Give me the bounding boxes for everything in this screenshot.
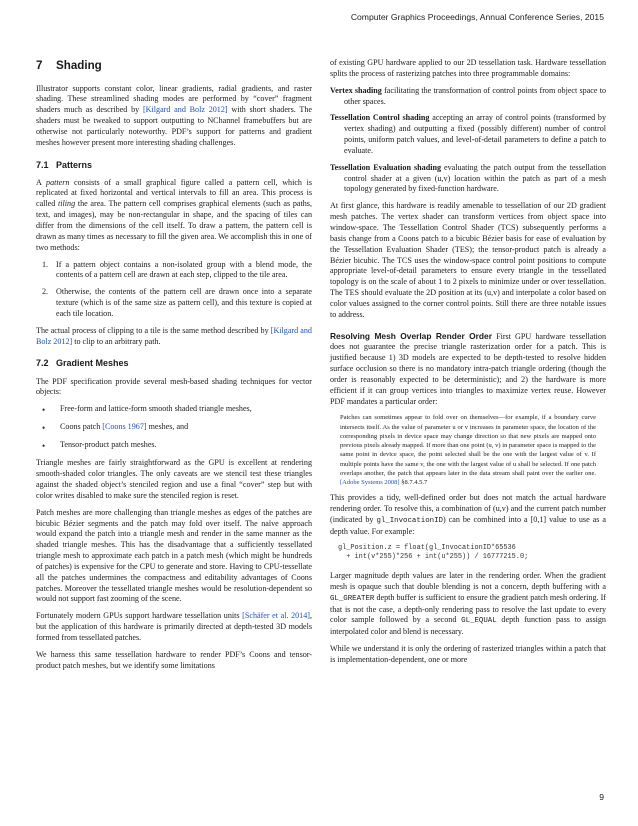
bullet-icon: • — [42, 423, 46, 434]
subsection-number: 7.1 — [36, 159, 49, 170]
list-item: • Free-form and lattice-form smooth shaded triangle meshes, — [36, 404, 312, 416]
paragraph: The PDF specification provide several mesh-based shading techniques for vector objects: — [36, 376, 312, 397]
subsection-heading-patterns — [36, 159, 312, 171]
paragraph: of existing GPU hardware applied to our 2D tessellation task. Hardware tessellation splits the process of rasterizing patches into three programmable domains: — [330, 58, 606, 78]
paragraph: Resolving Mesh Overlap Render Order First GPU hardware tessellation does not guarantee the precise triangle rasterization order for a patch. This is justified because 1) 3D models are expected to be depth-tested to resolve hidden surface occlusion so there is no mandatory intra-patch triangle ordering (though the order is reasonably expected to be deterministic); and 2) the hardware is more efficient if it can group vertices into triangles to maximize vertex reuse. However PDF mandates a particular order: — [330, 330, 606, 406]
shader-item-tes: Tessellation Evaluation shading evaluating the patch output from the tessellation control shader at a given (u,v) location within the patch as part of a mesh topology generated by fixed-function hardware. — [330, 162, 606, 194]
right-column — [330, 58, 606, 672]
citation-link[interactable]: [Coons 1967] — [102, 422, 147, 432]
subsection-title: Gradient Meshes — [56, 358, 129, 369]
paragraph: A pattern consists of a small graphical figure called a pattern cell, which is replicated at fixed horizontal and vertical intervals to fill an area. This process is called tiling the area. The pattern cell comprises graphical elements (such as paths, text, and images), may be non-rectangular in shape, and the spacing of tiles can differ from the dimensions of the cell itself. To draw a pattern, the pattern cell is drawn as many times as necessary to fill the given area. We accomplish this in one of two methods: — [36, 177, 312, 252]
list-item: • Tensor-product patch meshes. — [36, 440, 312, 452]
subsection-number: 7.2 — [36, 358, 49, 369]
numbered-list — [36, 260, 312, 320]
paragraph: Triangle meshes are fairly straightforward as the GPU is excellent at rendering smooth-shaded color triangles. The only caveats are we stencil test these triangles against the shaded object’s stenciled region and use a final “cover” step but with color writes disabled to make sure the stenciled region is reset. — [36, 458, 312, 500]
subsection-heading-gradient-meshes — [36, 357, 312, 369]
paragraph: Fortunately modern GPUs support hardware tessellation units [Schäfer et al. 2014], but the application of this hardware is primarily directed at depth-tested 3D models formed from tessellated patches. — [36, 611, 312, 642]
runin-heading: Resolving Mesh Overlap Render Order — [330, 330, 492, 341]
section-number: 7 — [36, 59, 43, 72]
subsection-title: Patterns — [56, 159, 93, 170]
code-inline: GL_GREATER — [330, 594, 375, 603]
code-block: gl_Position.z = float(gl_InvocationID*65536 + int(v*255)*256 + int(u*255)) / 16777215.0; — [338, 543, 529, 562]
citation-link[interactable]: [Adobe Systems 2008] — [340, 479, 400, 486]
shader-item-vertex: Vertex shading facilitating the transformation of control points from object space to other spaces. — [330, 85, 606, 106]
list-item: • Coons patch [Coons 1967] meshes, and — [36, 422, 312, 434]
paragraph: This provides a tidy, well-defined order but does not match the actual hardware rendering order. To resolve this, a combination of (u,v) and the current patch number (indicated by gl_InvocationID) can be combined into a [0,1] value to use as a depth value. For example: — [330, 493, 606, 536]
code-inline: GL_EQUAL — [461, 617, 497, 626]
citation-link[interactable]: [Kilgard and Bolz 2012] — [142, 105, 228, 115]
section-title: Shading — [56, 59, 102, 72]
shader-item-tcs: Tessellation Control shading accepting an array of control points (transformed by vertex shading) and outputting a fixed (possibly different) number of control points, uniform patch values, and level-of-detail parameters to define a patch to evaluate. — [330, 113, 606, 155]
running-header: Computer Graphics Proceedings, Annual Conference Series, 2015 — [350, 12, 604, 22]
paragraph: At first glance, this hardware is readily amenable to tessellation of our 2D gradient mesh patches. The vertex shader can transform vertices from object space into window-space. The Tessellation Control Shader (TCS) subsequently performs a basis change from a Coons patch to a bicubic Bézier basis for ease of evaluation by the Tessellation Evaluation Shader (TES); the tensor-product patch is already a Bézier bicubic. The TCS uses the window-space control point positions to compute appropriate level-of-detail parameters to ensure every triangle in the tessellated topology is on the scale of about 1 to 2 pixels to minimize under or over tessellation. The TES should evaluate the 2D position at its (u,v) and interpolate a color based on color values assigned to the corner control points. Still there are three notable issues to address. — [330, 201, 606, 319]
list-item: 2. Otherwise, the contents of the pattern cell are drawn once into a separate texture (which is of the same size as pattern cell), and this texture is copied at each tile location. — [42, 287, 312, 318]
paragraph: We harness this same tessellation hardware to render PDF’s Coons and tensor-product patch meshes, but we identify some limitations — [36, 649, 312, 670]
bullet-list — [36, 404, 312, 452]
bullet-icon: • — [42, 441, 46, 452]
list-item: 1. If a pattern object contains a non-isolated group with a blend mode, the contents of a pattern cell are drawn at each step, clipped to the tile area. — [42, 259, 312, 280]
code-inline: gl_InvocationID — [376, 516, 443, 525]
left-column — [36, 56, 312, 678]
citation-link[interactable]: [Schäfer et al. 2014] — [242, 611, 310, 621]
paragraph: Larger magnitude depth values are later in the rendering order. When the gradient mesh is opaque such that double blending is not a concern, depth buffering with a GL_GREATER depth buffer is sufficient to ensure the gradient patch mesh ordering. If that is not the case, a depth-only rendering pass to resolve the last update to every color sample followed by a second GL_EQUAL depth function pass to assign interpolated color and blend is necessary. — [330, 570, 606, 637]
citation-link[interactable]: [Kilgard and Bolz 2012] — [36, 325, 312, 346]
block-quote: Patches can sometimes appear to fold over on themselves—for example, if a boundary curve intersects itself. As the value of parameter u or v increases in parameter space, the location of the corresponding pixels in device space may change direction so that new pixels are mapped onto previous pixels already mapped. If more than one point (u, v) in parameter space is mapped to the same point in device space, the point selected shall be the one with the largest value of v. If multiple points have the same v, the one with the largest value of u shall be selected. If one patch overlaps another, the patch that appears later in the data stream shall paint over the earlier one. [Adobe Systems 2008] §8.7.4.5.7 — [340, 414, 596, 486]
shader-domain-list — [330, 86, 606, 196]
section-heading — [36, 58, 312, 74]
paragraph: The actual process of clipping to a tile is the same method described by [Kilgard and Bolz 2012] to clip to an arbitrary path. — [36, 325, 312, 346]
bullet-icon: • — [42, 405, 46, 416]
page-number: 9 — [599, 792, 604, 802]
paragraph: Illustrator supports constant color, linear gradients, radial gradients, and raster shading. These streamlined shading modes are performed by “cover” fragment shaders much as described by [Kilgard and Bolz 2012] with short shaders. The shaders must be tweaked to support outputting to NChannel framebuffers but are otherwise not particularly noteworthy. PDF’s support for patterns and gradient meshes however present more interesting shading challenges. — [36, 83, 312, 147]
paragraph: While we understand it is only the ordering of rasterized triangles within a patch that is implementation-dependent, one or more — [330, 644, 606, 665]
paragraph: Patch meshes are more challenging than triangle meshes as edges of the patches are bicubic Bézier segments and the patch may fold over itself. The naïve approach would expand the patch into a triangle mesh and render in the same manner as the shaded triangle meshes. This has the disadvantage that a sufficiently tessellated triangle mesh to approximate each patch in a patch mesh (which might be hundreds of patches) is expensive for the CPU to generate and store. Having to CPU-tessellate all the patches undermines the compactness and editability advantages of Coons patches. Moreover the tessellated triangle meshes would be resolution-dependent so would not support fast zooming of the scene. — [36, 507, 312, 604]
